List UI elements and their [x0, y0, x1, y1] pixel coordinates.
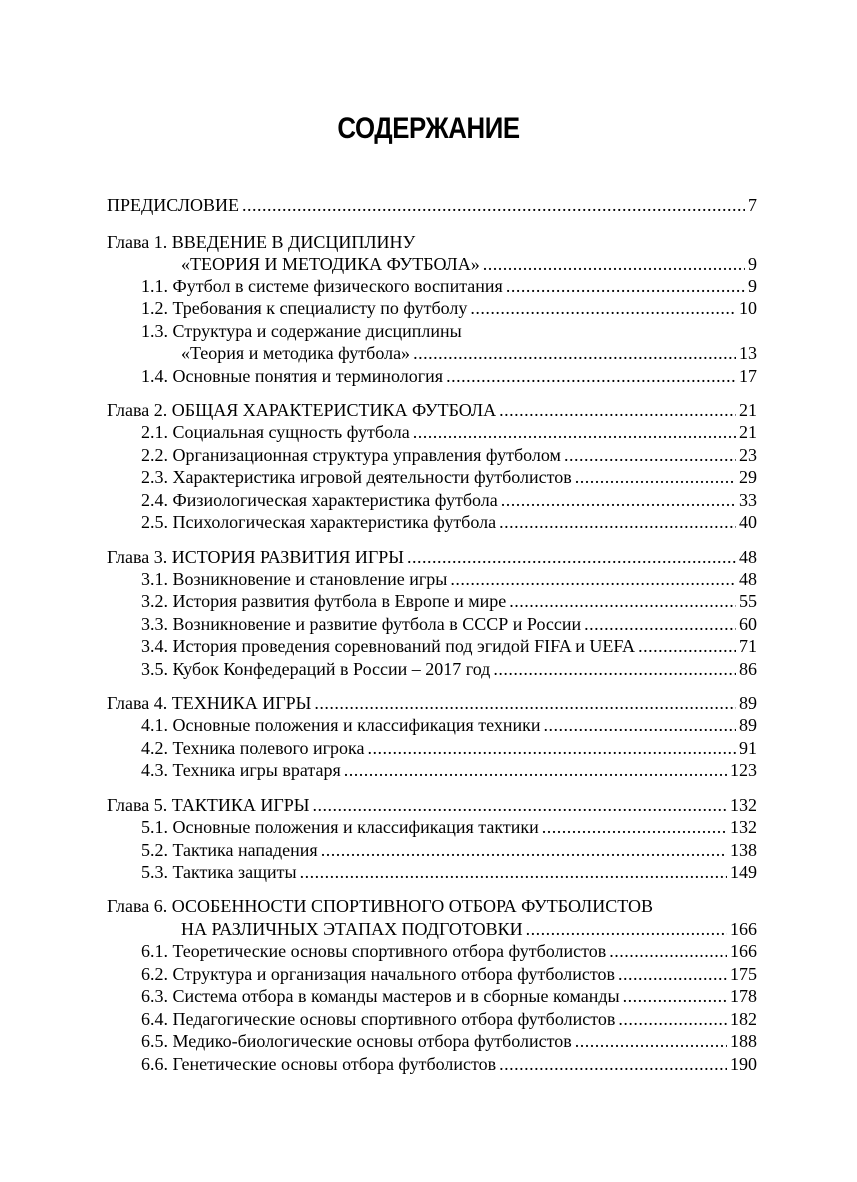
toc-entry-page: 123 [730, 760, 757, 780]
dot-leader [499, 398, 736, 422]
toc-entry-text: 3.4. История проведения соревнований под эгидой FIFA и UEFA [141, 636, 636, 656]
toc-entry-text: Глава 2. ОБЩАЯ ХАРАКТЕРИСТИКА ФУТБОЛА [107, 400, 497, 420]
toc-entry-page: 86 [739, 659, 757, 679]
toc-entry-text: 5.3. Тактика защиты [141, 862, 297, 882]
toc-entry-page: 132 [730, 817, 757, 837]
toc-entry-page: 48 [739, 569, 757, 589]
toc-entry-text: 6.2. Структура и организация начального отбора футболистов [141, 964, 616, 984]
toc-entry-text: «ТЕОРИЯ И МЕТОДИКА ФУТБОЛА» [181, 254, 480, 274]
dot-leader [509, 589, 736, 613]
dot-leader [638, 634, 736, 658]
toc-entry-page: 60 [739, 614, 757, 634]
toc-section-5-2[interactable] [141, 838, 757, 862]
toc-chapter-3[interactable] [107, 545, 757, 569]
toc-entry-page: 190 [730, 1054, 757, 1074]
toc-chapter-4[interactable] [107, 691, 757, 715]
toc-section-6-5[interactable] [141, 1029, 757, 1053]
toc-entry-page: 138 [730, 840, 757, 860]
toc-section-3-2[interactable] [141, 589, 757, 613]
toc-entry-text: 2.1. Социальная сущность футбола [141, 422, 410, 442]
toc-entry-page: 175 [730, 964, 757, 984]
toc-chapter-1-line1[interactable]: Глава 1. ВВЕДЕНИЕ В ДИСЦИПЛИНУ [107, 232, 416, 252]
toc-entry-page: 40 [739, 512, 757, 532]
toc-entry-page: 29 [739, 467, 757, 487]
page-title: СОДЕРЖАНИЕ [337, 112, 520, 145]
toc-entry-text: 5.1. Основные положения и классификация тактики [141, 817, 539, 837]
toc-entry-page: 89 [739, 715, 757, 735]
toc-entry-page: 166 [730, 941, 757, 961]
toc-entry-text: «Теория и методика футбола» [181, 343, 411, 363]
toc-entry-page: 21 [739, 400, 757, 420]
toc-entry-page: 55 [739, 591, 757, 611]
dot-leader [314, 691, 736, 715]
toc-section-3-4[interactable] [141, 634, 757, 658]
toc-entry-text: 3.5. Кубок Конфедераций в России – 2017 год [141, 659, 491, 679]
toc-section-1-3[interactable] [181, 341, 757, 365]
toc-entry-text: 2.5. Психологическая характеристика футбола [141, 512, 497, 532]
dot-leader [493, 657, 736, 681]
toc-entry-text: Глава 3. ИСТОРИЯ РАЗВИТИЯ ИГРЫ [107, 547, 404, 567]
toc-entry-page: 132 [730, 795, 757, 815]
dot-leader [575, 1029, 727, 1053]
toc-entry-page: 7 [748, 195, 757, 215]
dot-leader [450, 567, 736, 591]
toc-entry-page: 178 [730, 986, 757, 1006]
toc-entry-text: 6.1. Теоретические основы спортивного отбора футболистов [141, 941, 607, 961]
dot-leader [499, 510, 736, 534]
toc-entry-page: 9 [748, 276, 757, 296]
toc-entry-text: 4.2. Техника полевого игрока [141, 738, 365, 758]
toc-entry-page: 166 [730, 919, 757, 939]
toc-section-4-3[interactable] [141, 758, 757, 782]
dot-leader [575, 465, 736, 489]
toc-entry-text: 3.2. История развития футбола в Европе и мире [141, 591, 507, 611]
dot-leader [407, 545, 736, 569]
dot-leader [367, 736, 736, 760]
toc-chapter-1[interactable] [181, 252, 757, 276]
toc-entry-page: 182 [730, 1009, 757, 1029]
toc-entry-text: 1.4. Основные понятия и терминология [141, 366, 444, 386]
toc-entry-text: 4.1. Основные положения и классификация техники [141, 715, 541, 735]
toc-entry-text: 6.5. Медико-биологические основы отбора футболистов [141, 1031, 572, 1051]
toc-entry-text: 6.4. Педагогические основы спортивного отбора футболистов [141, 1009, 616, 1029]
toc-entry-page: 13 [739, 343, 757, 363]
toc-entry-preface[interactable] [107, 193, 757, 217]
dot-leader [483, 252, 745, 276]
toc-chapter-6-line1[interactable]: Глава 6. ОСОБЕННОСТИ СПОРТИВНОГО ОТБОРА ФУТБОЛИСТОВ [107, 896, 654, 916]
toc-section-6-3[interactable] [141, 984, 757, 1008]
dot-leader [413, 420, 736, 444]
toc-section-6-4[interactable] [141, 1007, 757, 1031]
toc-entry-page: 17 [739, 366, 757, 386]
toc-section-3-1[interactable] [141, 567, 757, 591]
dot-leader [609, 939, 727, 963]
toc-chapter-5[interactable] [107, 793, 757, 817]
dot-leader [544, 713, 736, 737]
dot-leader [584, 612, 736, 636]
toc-entry-page: 10 [739, 298, 757, 318]
toc-entry-page: 9 [748, 254, 757, 274]
toc-entry-page: 48 [739, 547, 757, 567]
dot-leader [313, 793, 728, 817]
dot-leader [542, 815, 727, 839]
dot-leader [413, 341, 736, 365]
dot-leader [344, 758, 727, 782]
toc-entry-text: 4.3. Техника игры вратаря [141, 760, 341, 780]
dot-leader [499, 1052, 727, 1076]
toc-entry-text: 2.2. Организационная структура управления футболом [141, 445, 561, 465]
toc-entry-text: 1.1. Футбол в системе физического воспитания [141, 276, 503, 296]
toc-section-3-3[interactable] [141, 612, 757, 636]
dot-leader [242, 193, 745, 217]
toc-entry-text: 6.6. Генетические основы отбора футболистов [141, 1054, 497, 1074]
toc-entry-page: 23 [739, 445, 757, 465]
toc-section-6-2[interactable] [141, 962, 757, 986]
dot-leader [623, 984, 727, 1008]
toc-entry-page: 71 [739, 636, 757, 656]
toc-section-1-4[interactable] [141, 364, 757, 388]
toc-entry-page: 89 [739, 693, 757, 713]
toc-section-2-1[interactable] [141, 420, 757, 444]
toc-section-2-5[interactable] [141, 510, 757, 534]
dot-leader [321, 838, 727, 862]
dot-leader [446, 364, 736, 388]
dot-leader [526, 917, 727, 941]
toc-entry-page: 91 [739, 738, 757, 758]
toc-entry-text: 2.4. Физиологическая характеристика футбола [141, 490, 498, 510]
dot-leader [300, 860, 727, 884]
dot-leader [618, 962, 727, 986]
toc-section-5-1[interactable] [141, 815, 757, 839]
toc-entry-text: ПРЕДИСЛОВИЕ [107, 195, 240, 215]
toc-entry-text: Глава 4. ТЕХНИКА ИГРЫ [107, 693, 312, 713]
toc-chapter-6[interactable] [181, 917, 757, 941]
dot-leader [564, 443, 736, 467]
toc-section-4-1[interactable] [141, 713, 757, 737]
toc-entry-page: 149 [730, 862, 757, 882]
toc-section-4-2[interactable] [141, 736, 757, 760]
toc-entry-text: 1.2. Требования к специалисту по футболу [141, 298, 468, 318]
toc-entry-text: 3.1. Возникновение и становление игры [141, 569, 448, 589]
toc-section-2-4[interactable] [141, 488, 757, 512]
toc-section-1-3-line1[interactable]: 1.3. Структура и содержание дисциплины [141, 321, 462, 341]
toc-entry-text: 6.3. Система отбора в команды мастеров и в сборные команды [141, 986, 620, 1006]
toc-entry-text: НА РАЗЛИЧНЫХ ЭТАПАХ ПОДГОТОВКИ [181, 919, 523, 939]
toc-section-5-3[interactable] [141, 860, 757, 884]
toc-entry-page: 188 [730, 1031, 757, 1051]
toc-section-2-2[interactable] [141, 443, 757, 467]
toc-entry-text: 3.3. Возникновение и развитие футбола в СССР и России [141, 614, 582, 634]
toc-section-1-2[interactable] [141, 296, 757, 320]
toc-entry-text: 5.2. Тактика нападения [141, 840, 318, 860]
dot-leader [618, 1007, 727, 1031]
dot-leader [501, 488, 736, 512]
toc-section-6-1[interactable] [141, 939, 757, 963]
toc-entry-page: 33 [739, 490, 757, 510]
dot-leader [506, 274, 745, 298]
toc-entry-text: Глава 5. ТАКТИКА ИГРЫ [107, 795, 310, 815]
toc-section-1-1[interactable] [141, 274, 757, 298]
toc-chapter-2[interactable] [107, 398, 757, 422]
toc-section-3-5[interactable] [141, 657, 757, 681]
toc-section-6-6[interactable] [141, 1052, 757, 1076]
toc-section-2-3[interactable] [141, 465, 757, 489]
dot-leader [470, 296, 736, 320]
toc-entry-page: 21 [739, 422, 757, 442]
toc-entry-text: 2.3. Характеристика игровой деятельности футболистов [141, 467, 572, 487]
